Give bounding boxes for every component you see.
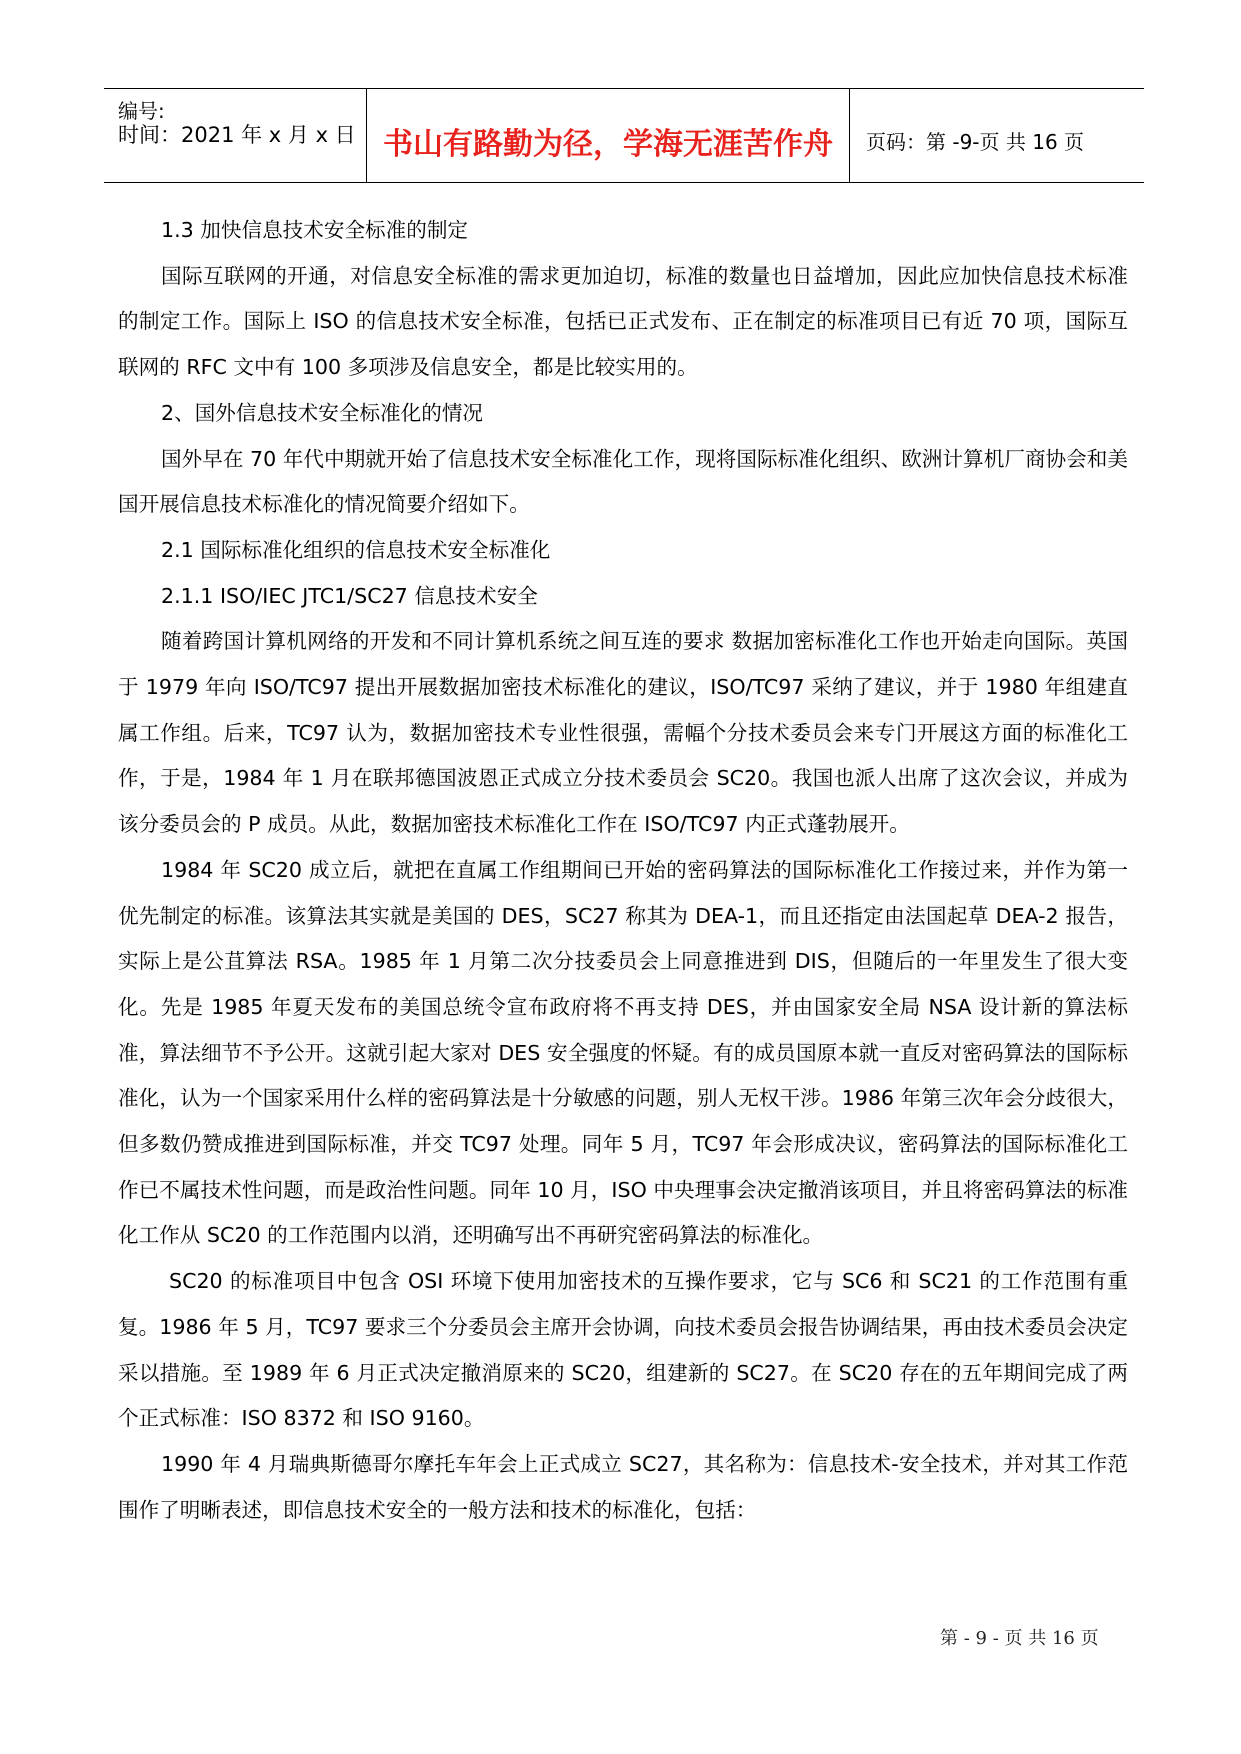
document-body xyxy=(118,208,1128,1533)
paragraph: 1984 年 SC20 成立后，就把在直属工作组期间已开始的密码算法的国际标准化工作接过来，并作为第一优先制定的标准。该算法其实就是美国的 DES，SC27 称其为 DEA-1，而且还指定由法国起草 DEA-2 报告，实际上是公苴算法 RSA。1985 年 1 月第二次分技委员会上同意推进到 DIS，但随后的一年里发生了很大变化。先是 1985 年夏天发布的美国总统令宣布政府将不再支持 DES，并由国家安全局 NSA 设计新的算法标准，算法细节不予公开。这就引起大家对 DES 安全强度的怀疑。有的成员国原本就一直反对密码算法的国际标准化，认为一个国家采用什么样的密码算法是十分敏感的问题，别人无权干涉。1986 年第三次年会分歧很大，但多数仍赞成推进到国际标准，并交 TC97 处理。同年 5 月，TC97 年会形成决议，密码算法的国际标准化工作已不属技术性问题，而是政治性问题。同年 10 月，ISO 中央理事会决定撤消该项目，并且将密码算法的标准化工作从 SC20 的工作范围内以消，还明确写出不再研究密码算法的标准化。 xyxy=(118,857,1128,1248)
section-heading-2-1-1: 2.1.1 ISO/IEC JTC1/SC27 信息技术安全 xyxy=(161,583,538,608)
header-info-cell xyxy=(104,89,367,182)
paragraph: 国外早在 70 年代中期就开始了信息技术安全标准化工作，现将国际标准化组织、欧洲计算机厂商协会和美国开展信息技术标准化的情况简要介绍如下。 xyxy=(118,446,1128,517)
page-footer: 第 - 9 - 页 共 16 页 xyxy=(940,1628,1099,1649)
section-heading-2-1: 2.1 国际标准化组织的信息技术安全标准化 xyxy=(161,537,551,562)
paragraph: 随着跨国计算机网络的开发和不同计算机系统之间互连的要求 数据加密标准化工作也开始走向国际。英国于 1979 年向 ISO/TC97 提出开展数据加密技术标准化的建议，ISO/TC97 采纳了建议，并于 1980 年组建直属工作组。后来，TC97 认为，数据加密技术专业性很强，需幅个分技术委员会来专门开展这方面的标准化工作，于是，1984 年 1 月在联邦德国波恩正式成立分技术委员会 SC20。我国也派人出席了这次会议，并成为该分委员会的 P 成员。从此，数据加密技术标准化工作在 ISO/TC97 内正式蓬勃展开。 xyxy=(118,629,1128,837)
header-motto-cell xyxy=(367,89,850,182)
paragraph: 1990 年 4 月瑞典斯德哥尔摩托车年会上正式成立 SC27，其名称为：信息技术-安全技术，并对其工作范围作了明晰表述，即信息技术安全的一般方法和技术的标准化，包括： xyxy=(118,1451,1128,1522)
section-heading-2: 2、国外信息技术安全标准化的情况 xyxy=(161,400,484,425)
section-heading-1-3: 1.3 加快信息技术安全标准的制定 xyxy=(161,218,469,242)
paragraph: 国际互联网的开通，对信息安全标准的需求更加迫切，标准的数量也日益增加，因此应加快信息技术标准的制定工作。国际上 ISO 的信息技术安全标准，包括已正式发布、正在制定的标准项目已有近 70 项，国际互联网的 RFC 文中有 100 多项涉及信息安全，都是比较实用的。 xyxy=(118,263,1128,380)
paragraph: SC20 的标准项目中包含 OSI 环境下使用加密技术的互操作要求，它与 SC6 和 SC21 的工作范围有重复。1986 年 5 月，TC97 要求三个分委员会主席开会协调，向技术委员会报告协调结果，再由技术委员会决定采以措施。至 1989 年 6 月正式决定撤消原来的 SC20，组建新的 SC27。在 SC20 存在的五年期间完成了两个正式标准：ISO 8372 和 ISO 9160。 xyxy=(118,1269,1128,1431)
page-header xyxy=(104,88,1144,183)
motto: 书山有路勤为径，学海无涯苦作舟 xyxy=(383,127,833,162)
time-label: 时间：2021 年 x 月 x 日 xyxy=(118,123,356,147)
header-page-label: 页码：第 -9-页 共 16 页 xyxy=(866,130,1085,154)
serial-label: 编号: xyxy=(118,99,165,123)
header-page-cell xyxy=(850,89,1144,182)
